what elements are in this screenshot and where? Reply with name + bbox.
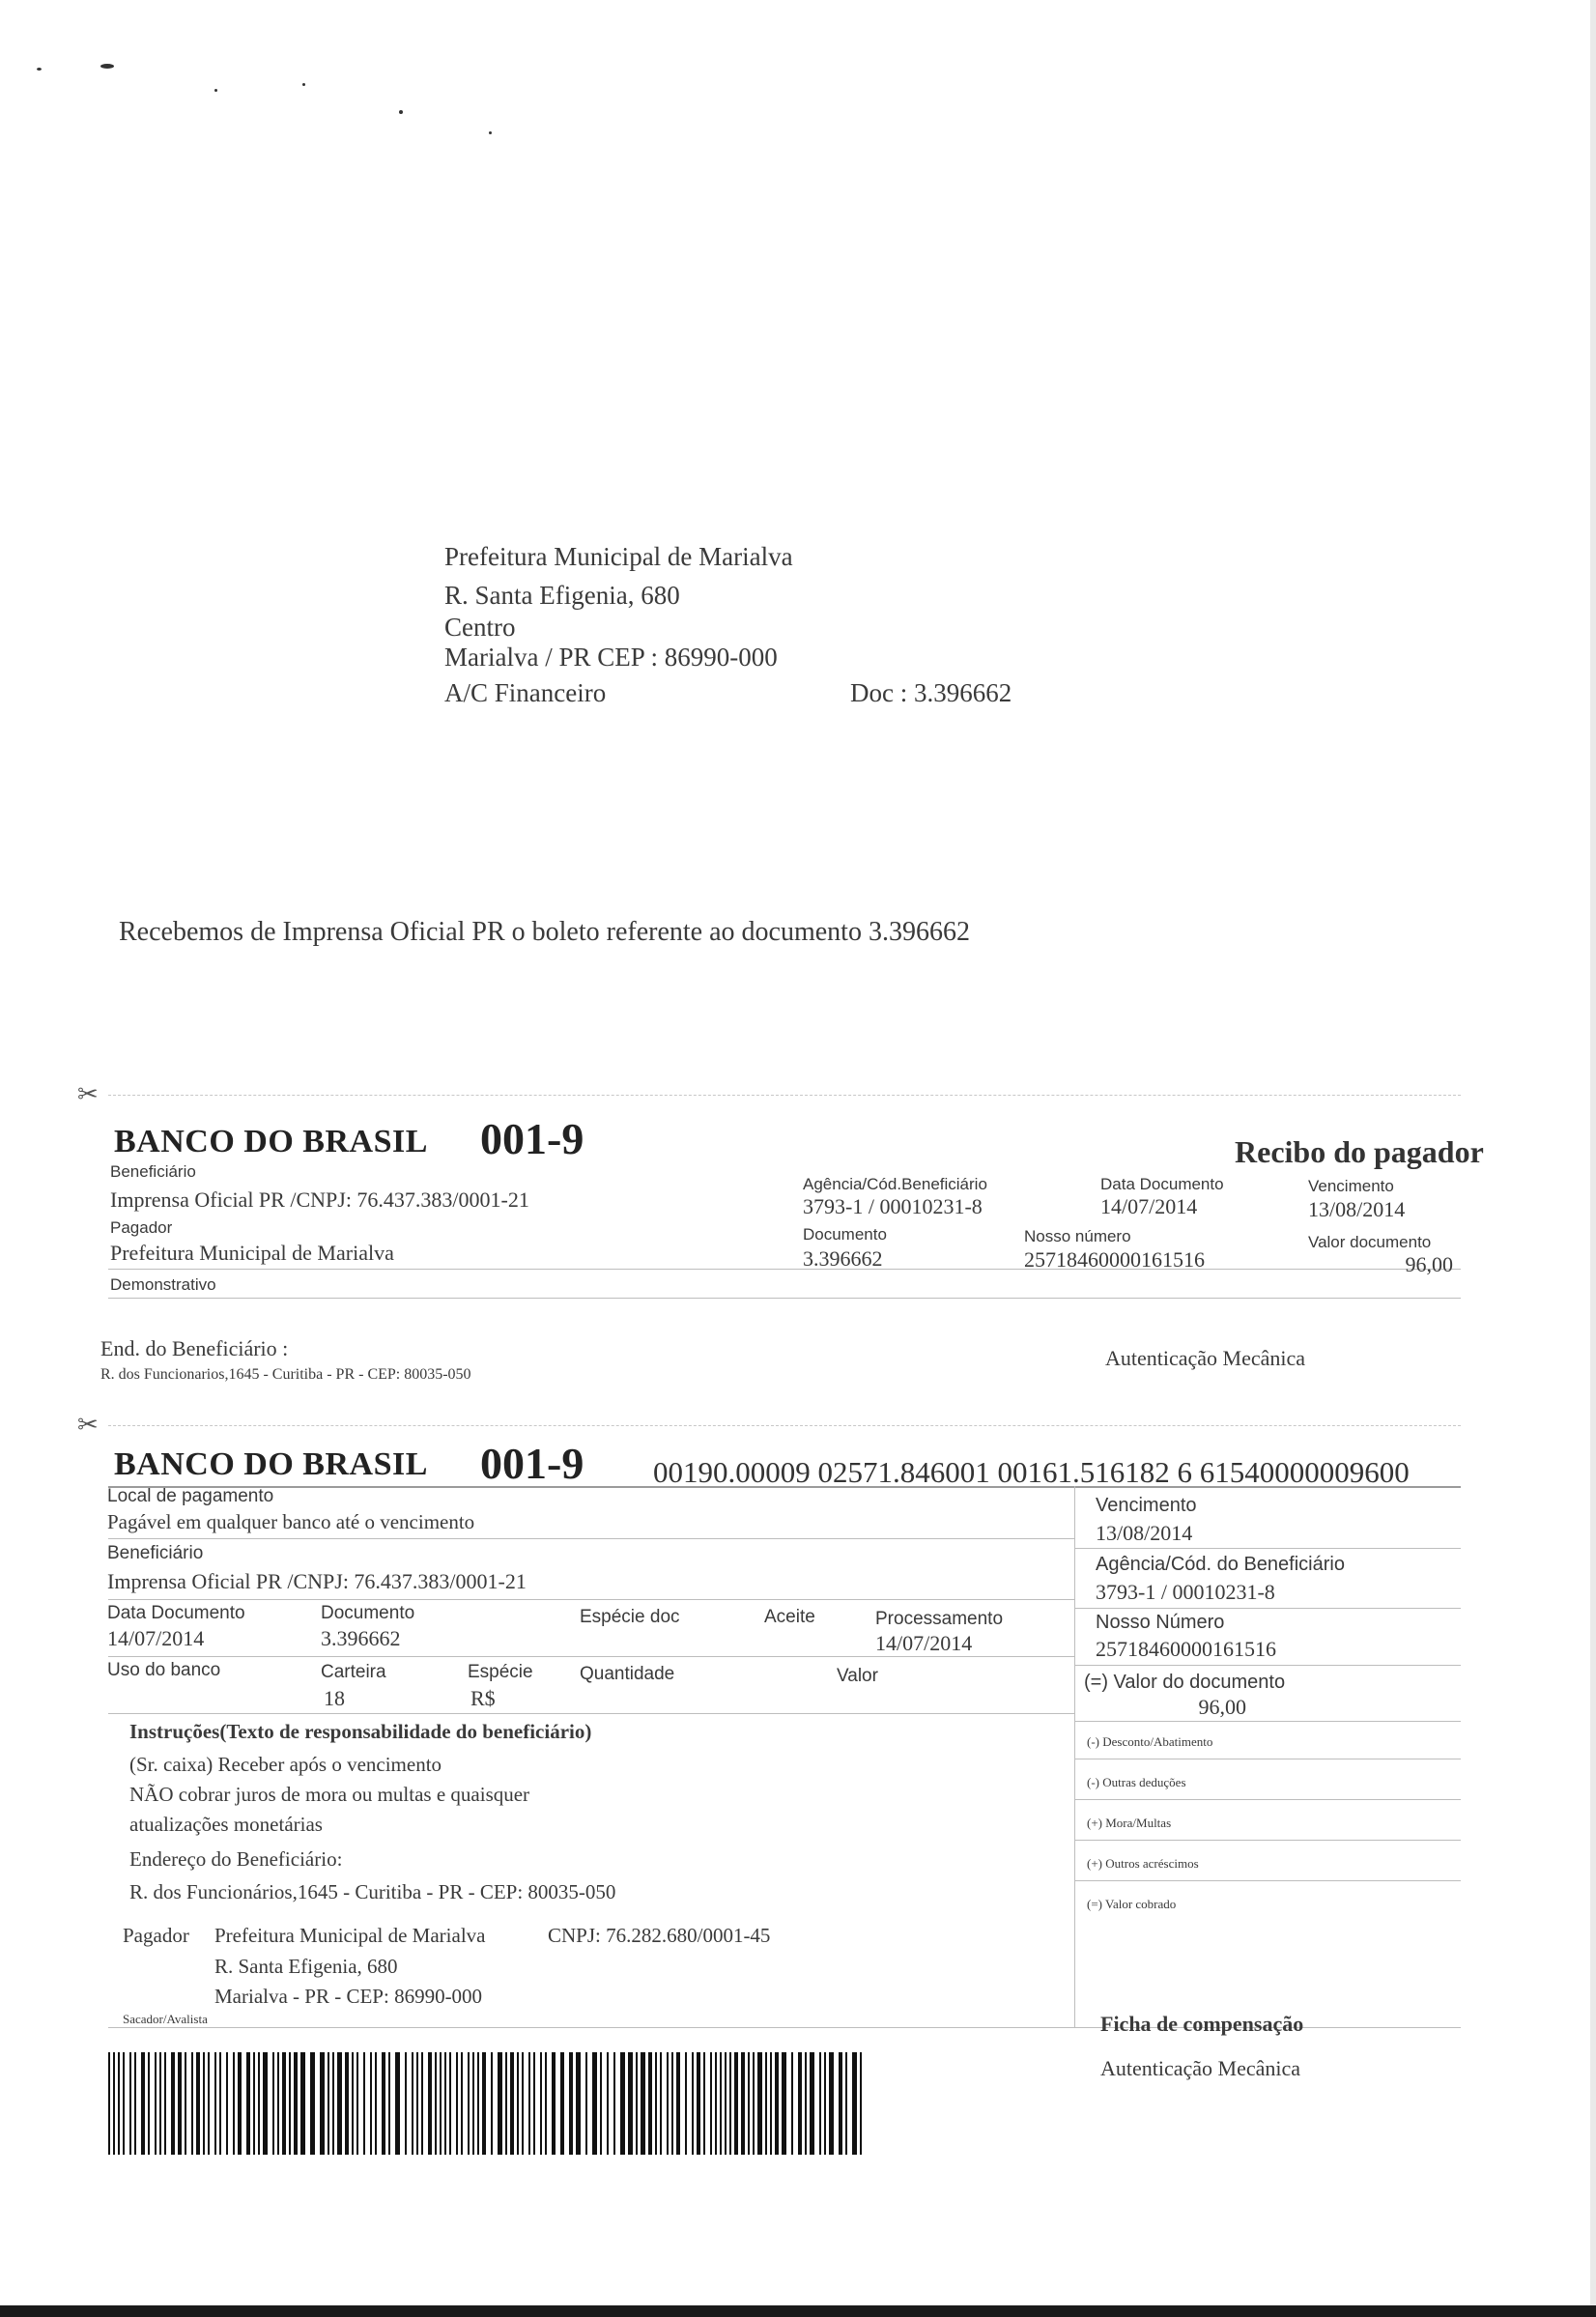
barcode-bar: [667, 2052, 669, 2155]
slip-row-divider: [1074, 1880, 1461, 1881]
barcode-bar: [775, 2052, 779, 2155]
receipt-valor-doc-label: Valor documento: [1308, 1233, 1432, 1251]
barcode-bar: [332, 2052, 334, 2155]
barcode-bar: [123, 2052, 125, 2155]
barcode-bar: [710, 2052, 712, 2155]
receipt-nosso-numero-label: Nosso número: [1024, 1227, 1131, 1245]
slip-row-divider: [1074, 1721, 1461, 1722]
slip-vencimento-label: Vencimento: [1096, 1495, 1197, 1516]
barcode-bar: [468, 2052, 470, 2155]
slip-pagador-street: R. Santa Efigenia, 680: [214, 1955, 398, 1978]
slip-agencia-label: Agência/Cód. do Beneficiário: [1096, 1554, 1345, 1575]
receipt-agencia-value: 3793-1 / 00010231-8: [803, 1194, 983, 1218]
ficha-compensacao-label: Ficha de compensação: [1100, 2012, 1304, 2036]
barcode-bar: [741, 2052, 745, 2155]
barcode-bar: [277, 2052, 279, 2155]
slip-endereco-value: R. dos Funcionários,1645 - Curitiba - PR - CEP: 80035-050: [129, 1880, 616, 1903]
slip-endereco-label: Endereço do Beneficiário:: [129, 1847, 343, 1871]
slip-autenticacao: Autenticação Mecânica: [1100, 2056, 1301, 2080]
barcode-bar: [118, 2052, 120, 2155]
slip-instrucao-line: atualizações monetárias: [129, 1813, 323, 1836]
barcode-bar: [164, 2052, 166, 2155]
barcode-bar: [860, 2052, 862, 2155]
barcode-bar: [461, 2052, 463, 2155]
slip-pagador-city: Marialva - PR - CEP: 86990-000: [214, 1985, 483, 2008]
slip-sacador-label: Sacador/Avalista: [123, 2012, 208, 2026]
barcode-bar: [191, 2052, 193, 2155]
slip-pagador-label: Pagador: [123, 1924, 189, 1947]
barcode-bar: [456, 2052, 458, 2155]
slip-especie-label: Espécie: [468, 1662, 533, 1682]
barcode-bar: [655, 2052, 657, 2155]
barcode-bar: [159, 2052, 161, 2155]
barcode-bar: [196, 2052, 200, 2155]
barcode-bar: [585, 2052, 587, 2155]
slip-mora-label: (+) Mora/Multas: [1087, 1816, 1172, 1830]
barcode-bar: [791, 2052, 793, 2155]
barcode-bar: [421, 2052, 423, 2155]
barcode-bar: [592, 2052, 597, 2155]
barcode-bar: [134, 2052, 136, 2155]
barcode-bar: [113, 2052, 115, 2155]
barcode-bar: [382, 2052, 385, 2155]
addressee-name: Prefeitura Municipal de Marialva: [444, 542, 793, 571]
barcode-bar: [510, 2052, 514, 2155]
scan-speck: [214, 89, 217, 92]
scan-speck: [37, 68, 42, 71]
barcode-bar: [620, 2052, 625, 2155]
barcode-bar: [238, 2052, 242, 2155]
cut-line: [108, 1095, 1461, 1096]
receipt-vencimento-label: Vencimento: [1308, 1177, 1394, 1195]
barcode-bar: [178, 2052, 182, 2155]
barcode-bar: [258, 2052, 260, 2155]
scan-speck: [100, 64, 114, 69]
barcode: [108, 2052, 869, 2155]
slip-row-divider: [1074, 1840, 1461, 1841]
slip-local-value: Pagável em qualquer banco até o vencimento: [107, 1510, 475, 1533]
slip-valor-doc-label: (=) Valor do documento: [1084, 1672, 1286, 1693]
barcode-bar: [798, 2052, 802, 2155]
receipt-valor-doc-value: 96,00: [1405, 1252, 1453, 1276]
receipt-demonstrativo-label: Demonstrativo: [110, 1275, 216, 1294]
barcode-bar: [444, 2052, 446, 2155]
slip-instrucao-line: NÃO cobrar juros de mora ou multas e quaisquer: [129, 1783, 530, 1806]
barcode-bar: [171, 2052, 175, 2155]
barcode-bar: [472, 2052, 474, 2155]
barcode-bar: [129, 2052, 131, 2155]
slip-valor-doc-value: 96,00: [1198, 1695, 1246, 1719]
barcode-bar: [477, 2052, 479, 2155]
receipt-end-beneficiario-label: End. do Beneficiário :: [100, 1336, 289, 1360]
barcode-bar: [449, 2052, 451, 2155]
barcode-bar: [352, 2052, 354, 2155]
receipt-data-doc-value: 14/07/2014: [1100, 1194, 1198, 1218]
barcode-bar: [208, 2052, 210, 2155]
barcode-bar: [824, 2052, 826, 2155]
barcode-bar: [345, 2052, 349, 2155]
barcode-bar: [810, 2052, 814, 2155]
barcode-bar: [141, 2052, 145, 2155]
slip-vencimento-value: 13/08/2014: [1096, 1521, 1193, 1545]
slip-especie-value: R$: [470, 1686, 496, 1710]
barcode-bar: [289, 2052, 291, 2155]
slip-instrucoes-title: Instruções(Texto de responsabilidade do beneficiário): [129, 1720, 592, 1743]
barcode-bar: [569, 2052, 573, 2155]
slip-pagador-cnpj: CNPJ: 76.282.680/0001-45: [548, 1924, 771, 1947]
barcode-bar: [282, 2052, 286, 2155]
barcode-bar: [829, 2052, 834, 2155]
barcode-bar: [533, 2052, 535, 2155]
barcode-bar: [770, 2052, 772, 2155]
barcode-bar: [108, 2052, 110, 2155]
scan-edge-bottom: [0, 2305, 1596, 2317]
slip-carteira-value: 18: [324, 1686, 345, 1710]
barcode-bar: [517, 2052, 519, 2155]
barcode-bar: [214, 2052, 216, 2155]
slip-especie-doc-label: Espécie doc: [580, 1607, 680, 1627]
barcode-bar: [148, 2052, 150, 2155]
barcode-bar: [576, 2052, 581, 2155]
barcode-bar: [522, 2052, 524, 2155]
barcode-bar: [395, 2052, 400, 2155]
slip-row-divider: [108, 1538, 1074, 1539]
barcode-bar: [412, 2052, 413, 2155]
slip-beneficiario-label: Beneficiário: [107, 1543, 204, 1563]
slip-row-divider: [108, 1599, 1074, 1600]
barcode-bar: [545, 2052, 547, 2155]
receipt-beneficiario-label: Beneficiário: [110, 1162, 196, 1181]
addressee-street: R. Santa Efigenia, 680: [444, 581, 680, 610]
slip-row-divider: [1074, 1548, 1461, 1549]
barcode-bar: [636, 2052, 638, 2155]
barcode-bar: [676, 2052, 680, 2155]
slip-uso-banco-label: Uso do banco: [107, 1660, 221, 1680]
barcode-bar: [233, 2052, 235, 2155]
barcode-bar: [782, 2052, 786, 2155]
barcode-bar: [375, 2052, 377, 2155]
slip-header-divider: [108, 1486, 1461, 1488]
slip-quantidade-label: Quantidade: [580, 1664, 675, 1684]
barcode-bar: [641, 2052, 645, 2155]
barcode-bar: [435, 2052, 437, 2155]
receipt-bank-name: BANCO DO BRASIL: [114, 1124, 428, 1159]
slip-row-divider: [108, 1713, 1074, 1714]
barcode-bar: [697, 2052, 700, 2155]
slip-outras-deducoes-label: (-) Outras deduções: [1087, 1775, 1186, 1789]
scissors-icon: ✂: [77, 1080, 99, 1109]
scan-speck: [399, 110, 403, 114]
barcode-bar: [491, 2052, 493, 2155]
barcode-bar: [498, 2052, 502, 2155]
barcode-bar: [440, 2052, 442, 2155]
barcode-bar: [253, 2052, 255, 2155]
linha-digitavel: 00190.00009 02571.846001 00161.516182 6 61540000009600: [653, 1455, 1410, 1489]
receipt-title: Recibo do pagador: [1235, 1134, 1484, 1169]
barcode-bar: [356, 2052, 358, 2155]
receipt-documento-label: Documento: [803, 1225, 887, 1244]
barcode-bar: [363, 2052, 365, 2155]
slip-data-doc-label: Data Documento: [107, 1603, 245, 1623]
barcode-bar: [185, 2052, 186, 2155]
barcode-bar: [405, 2052, 407, 2155]
scissors-icon: ✂: [77, 1411, 99, 1440]
barcode-bar: [765, 2052, 767, 2155]
slip-row-divider: [1074, 1665, 1461, 1666]
slip-aceite-label: Aceite: [764, 1607, 815, 1627]
slip-bank-code: 001-9: [480, 1439, 584, 1488]
barcode-bar: [628, 2052, 633, 2155]
barcode-bar: [720, 2052, 722, 2155]
barcode-bar: [660, 2052, 662, 2155]
slip-local-label: Local de pagamento: [107, 1486, 274, 1506]
slip-processamento-value: 14/07/2014: [875, 1631, 973, 1655]
barcode-bar: [748, 2052, 750, 2155]
slip-valor-cobrado-label: (=) Valor cobrado: [1087, 1897, 1177, 1911]
slip-documento-value: 3.396662: [321, 1626, 401, 1650]
barcode-bar: [203, 2052, 205, 2155]
barcode-bar: [155, 2052, 157, 2155]
receipt-documento-value: 3.396662: [803, 1246, 883, 1271]
barcode-bar: [725, 2052, 727, 2155]
barcode-bar: [600, 2052, 602, 2155]
barcode-bar: [294, 2052, 298, 2155]
slip-bank-name: BANCO DO BRASIL: [114, 1446, 428, 1482]
barcode-bar: [337, 2052, 342, 2155]
receipt-divider: [108, 1269, 1461, 1270]
doc-number: Doc : 3.396662: [850, 678, 1012, 707]
barcode-bar: [692, 2052, 694, 2155]
barcode-bar: [805, 2052, 807, 2155]
barcode-bar: [310, 2052, 315, 2155]
receipt-sentence: Recebemos de Imprensa Oficial PR o boleto referente ao documento 3.396662: [119, 917, 970, 947]
slip-nosso-numero-label: Nosso Número: [1096, 1612, 1225, 1633]
barcode-bar: [219, 2052, 221, 2155]
barcode-bar: [852, 2052, 857, 2155]
barcode-bar: [482, 2052, 486, 2155]
barcode-bar: [607, 2052, 609, 2155]
scan-edge-right: [1590, 0, 1596, 2317]
barcode-bar: [819, 2052, 821, 2155]
receipt-data-doc-label: Data Documento: [1100, 1175, 1224, 1193]
receipt-vencimento-value: 13/08/2014: [1308, 1197, 1406, 1221]
receipt-bank-code: 001-9: [480, 1114, 584, 1163]
barcode-bar: [328, 2052, 329, 2155]
receipt-end-beneficiario-value: R. dos Funcionarios,1645 - Curitiba - PR - CEP: 80035-050: [100, 1366, 471, 1383]
attention-line: A/C Financeiro: [444, 678, 607, 707]
barcode-bar: [839, 2052, 842, 2155]
slip-instrucao-line: (Sr. caixa) Receber após o vencimento: [129, 1753, 442, 1776]
slip-nosso-numero-value: 25718460000161516: [1096, 1637, 1276, 1661]
barcode-bar: [753, 2052, 755, 2155]
receipt-pagador-label: Pagador: [110, 1218, 173, 1237]
receipt-autenticacao: Autenticação Mecânica: [1105, 1346, 1306, 1370]
slip-carteira-label: Carteira: [321, 1662, 386, 1682]
receipt-pagador-value: Prefeitura Municipal de Marialva: [110, 1241, 394, 1265]
barcode-bar: [226, 2052, 228, 2155]
barcode-bar: [246, 2052, 250, 2155]
slip-row-divider: [108, 1656, 1074, 1657]
slip-data-doc-value: 14/07/2014: [107, 1626, 205, 1650]
barcode-bar: [263, 2052, 268, 2155]
slip-row-divider: [1074, 1799, 1461, 1800]
slip-documento-label: Documento: [321, 1603, 415, 1623]
barcode-bar: [757, 2052, 762, 2155]
barcode-bar: [734, 2052, 738, 2155]
barcode-bar: [552, 2052, 556, 2155]
addressee-district: Centro: [444, 613, 516, 642]
barcode-bar: [505, 2052, 507, 2155]
barcode-bar: [300, 2052, 305, 2155]
slip-right-column-divider: [1074, 1486, 1075, 2027]
slip-valor-label: Valor: [837, 1666, 878, 1686]
barcode-bar: [320, 2052, 325, 2155]
slip-outros-acrescimos-label: (+) Outros acréscimos: [1087, 1856, 1199, 1871]
barcode-bar: [560, 2052, 564, 2155]
barcode-bar: [729, 2052, 731, 2155]
barcode-bar: [648, 2052, 652, 2155]
receipt-agencia-label: Agência/Cód.Beneficiário: [803, 1175, 987, 1193]
barcode-bar: [715, 2052, 717, 2155]
barcode-bar: [845, 2052, 847, 2155]
scan-speck: [489, 131, 492, 134]
barcode-bar: [528, 2052, 530, 2155]
slip-row-divider: [1074, 1608, 1461, 1609]
receipt-divider: [108, 1298, 1461, 1299]
barcode-bar: [272, 2052, 274, 2155]
receipt-beneficiario-value: Imprensa Oficial PR /CNPJ: 76.437.383/0001-21: [110, 1187, 529, 1212]
slip-desconto-label: (-) Desconto/Abatimento: [1087, 1734, 1213, 1749]
slip-agencia-value: 3793-1 / 00010231-8: [1096, 1580, 1275, 1604]
barcode-bar: [540, 2052, 542, 2155]
slip-pagador-name: Prefeitura Municipal de Marialva: [214, 1924, 486, 1947]
barcode-bar: [671, 2052, 673, 2155]
receipt-nosso-numero-value: 25718460000161516: [1024, 1247, 1205, 1272]
scan-speck: [302, 83, 305, 86]
barcode-bar: [416, 2052, 418, 2155]
barcode-bar: [428, 2052, 432, 2155]
slip-beneficiario-value: Imprensa Oficial PR /CNPJ: 76.437.383/0001-21: [107, 1569, 527, 1593]
addressee-city: Marialva / PR CEP : 86990-000: [444, 643, 778, 672]
barcode-bar: [388, 2052, 390, 2155]
barcode-bar: [613, 2052, 615, 2155]
barcode-bar: [703, 2052, 705, 2155]
cut-line: [108, 1425, 1461, 1426]
barcode-bar: [370, 2052, 372, 2155]
slip-processamento-label: Processamento: [875, 1609, 1004, 1629]
barcode-bar: [685, 2052, 687, 2155]
